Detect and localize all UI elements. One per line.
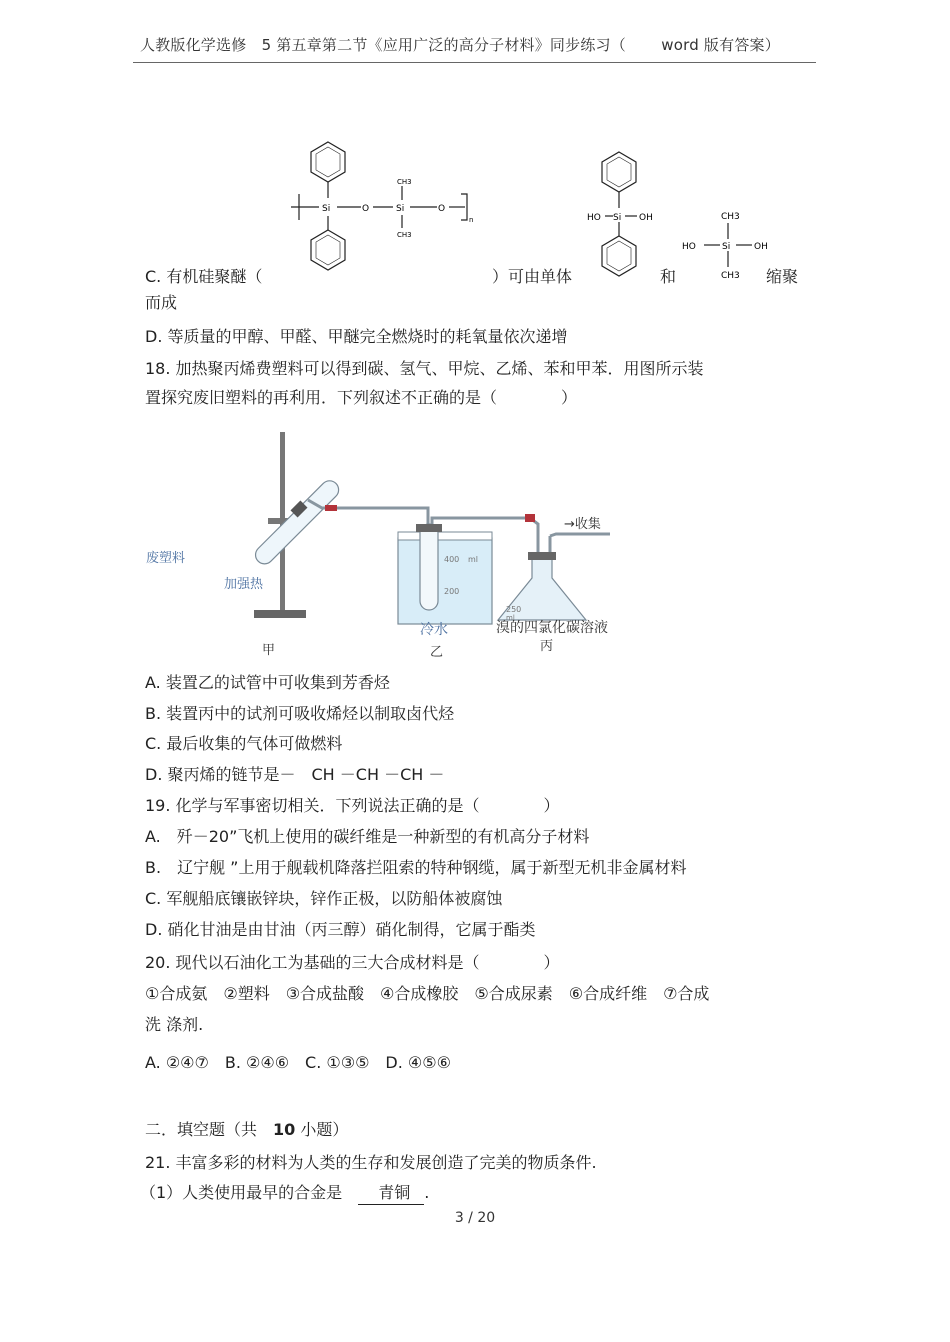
q21-part1 bbox=[140, 1182, 429, 1205]
test-tube-jia bbox=[252, 477, 343, 568]
q21-part1-prefix: （1）人类使用最早的合金是 bbox=[140, 1183, 359, 1202]
q20-options: A. ②④⑦ B. ②④⑥ C. ①③⑤ D. ④⑤⑥ bbox=[145, 1053, 451, 1072]
ch3-label: CH3 bbox=[397, 231, 412, 239]
q18-stem-line1: 18. 加热聚丙烯费塑料可以得到碳、氢气、甲烷、乙烯、苯和甲苯．用图所示装 bbox=[145, 359, 704, 378]
page-number: 3 / 20 bbox=[454, 1210, 496, 1226]
oh-label: OH bbox=[754, 242, 768, 252]
beaker-yi bbox=[398, 538, 492, 624]
q18-stem-line2: 置探究废旧塑料的再利用．下列叙述不正确的是（ ） bbox=[145, 388, 578, 407]
label-yi: 乙 bbox=[430, 645, 444, 660]
beaker-mark-ml: ml bbox=[468, 555, 479, 564]
label-bing: 丙 bbox=[540, 639, 554, 654]
n-subscript: n bbox=[469, 216, 474, 224]
ch3-label: CH3 bbox=[397, 178, 412, 186]
q19-option-b: B. 辽宁舰 ”上用于舰载机降落拦阻索的特种钢缆，属于新型无机非金属材料 bbox=[145, 858, 687, 877]
label-cold-water: 冷水 bbox=[420, 622, 448, 638]
q19-option-c: C. 军舰船底镶嵌锌块，锌作正极，以防船体被腐蚀 bbox=[145, 889, 503, 908]
q17-option-c-part3: 缩聚 bbox=[766, 267, 799, 286]
q17-option-c-part1: C. 有机硅聚醚（ bbox=[145, 267, 263, 286]
q18-option-a: A. 装置乙的试管中可收集到芳香烃 bbox=[145, 673, 390, 692]
label-bromine-solution: 溴的四氯化碳溶液 bbox=[496, 620, 608, 636]
beaker-mark-400: 400 bbox=[444, 555, 460, 564]
q20-stem: 20. 现代以石油化工为基础的三大合成材料是（ ） bbox=[145, 953, 560, 972]
q17-option-c-and: 和 bbox=[660, 267, 677, 286]
section-2-question-count: 10 bbox=[273, 1120, 296, 1139]
flask-mark-250: 250 bbox=[506, 605, 522, 614]
o-label: O bbox=[438, 204, 446, 214]
ch3-label: CH3 bbox=[721, 212, 740, 222]
q21-part1-answer: 青铜 bbox=[358, 1182, 424, 1205]
q19-option-d: D. 硝化甘油是由甘油（丙三醇）硝化制得，它属于酯类 bbox=[145, 920, 536, 939]
q18-option-d: D. 聚丙烯的链节是－ CH －CH －CH － bbox=[145, 765, 445, 784]
apparatus-figure bbox=[140, 428, 640, 660]
page-header-title: 人教版化学选修 5 第五章第二节《应用广泛的高分子材料》同步练习（ word 版有答案） bbox=[140, 36, 780, 54]
section-2-title-prefix: 二．填空题（共 bbox=[145, 1120, 274, 1139]
q18-option-b: B. 装置丙中的试剂可吸收烯烃以制取卤代烃 bbox=[145, 704, 455, 723]
q21-stem: 21. 丰富多彩的材料为人类的生存和发展创造了完美的物质条件. bbox=[145, 1153, 597, 1172]
beaker-mark-200: 200 bbox=[444, 587, 460, 596]
label-waste-plastic: 废塑料 bbox=[146, 551, 186, 566]
oh-label: OH bbox=[639, 213, 653, 223]
q17-option-d: D. 等质量的甲醇、甲醛、甲醚完全燃烧时的耗氧量依次递增 bbox=[145, 327, 568, 346]
q20-items-line1: ①合成氨 ②塑料 ③合成盐酸 ④合成橡胶 ⑤合成尿素 ⑥合成纤维 ⑦合成 bbox=[145, 984, 710, 1003]
flask-mark-ml: ml bbox=[506, 614, 515, 622]
iron-stand-base bbox=[254, 610, 306, 618]
q21-part1-suffix: . bbox=[424, 1183, 430, 1202]
q18-option-c: C. 最后收集的气体可做燃料 bbox=[145, 734, 343, 753]
monomer-diphenylsilanediol bbox=[585, 148, 665, 282]
label-heat: 加强热 bbox=[224, 577, 264, 592]
polymer-structure bbox=[285, 130, 485, 285]
si-label: Si bbox=[613, 213, 622, 223]
o-label: O bbox=[362, 204, 370, 214]
si-label: Si bbox=[722, 242, 731, 252]
si-label: Si bbox=[322, 204, 331, 214]
ho-label: HO bbox=[682, 242, 696, 252]
ch3-label: CH3 bbox=[721, 271, 740, 281]
header-rule bbox=[133, 62, 816, 63]
ho-label: HO bbox=[587, 213, 601, 223]
label-collect: →收集 bbox=[564, 517, 601, 532]
q17-option-c-part4: 而成 bbox=[145, 293, 178, 312]
label-jia: 甲 bbox=[262, 643, 276, 658]
q19-option-a: A. 歼－20”飞机上使用的碳纤维是一种新型的有机高分子材料 bbox=[145, 827, 590, 846]
q19-stem: 19. 化学与军事密切相关．下列说法正确的是（ ） bbox=[145, 796, 560, 815]
si-label: Si bbox=[396, 204, 405, 214]
section-2-title bbox=[145, 1119, 348, 1141]
monomer-dimethylsilanediol bbox=[678, 205, 778, 285]
q17-option-c-part2: ）可由单体 bbox=[492, 267, 573, 286]
section-2-title-suffix: 小题） bbox=[295, 1120, 349, 1139]
q20-items-line2: 洗 涤剂. bbox=[145, 1015, 204, 1034]
